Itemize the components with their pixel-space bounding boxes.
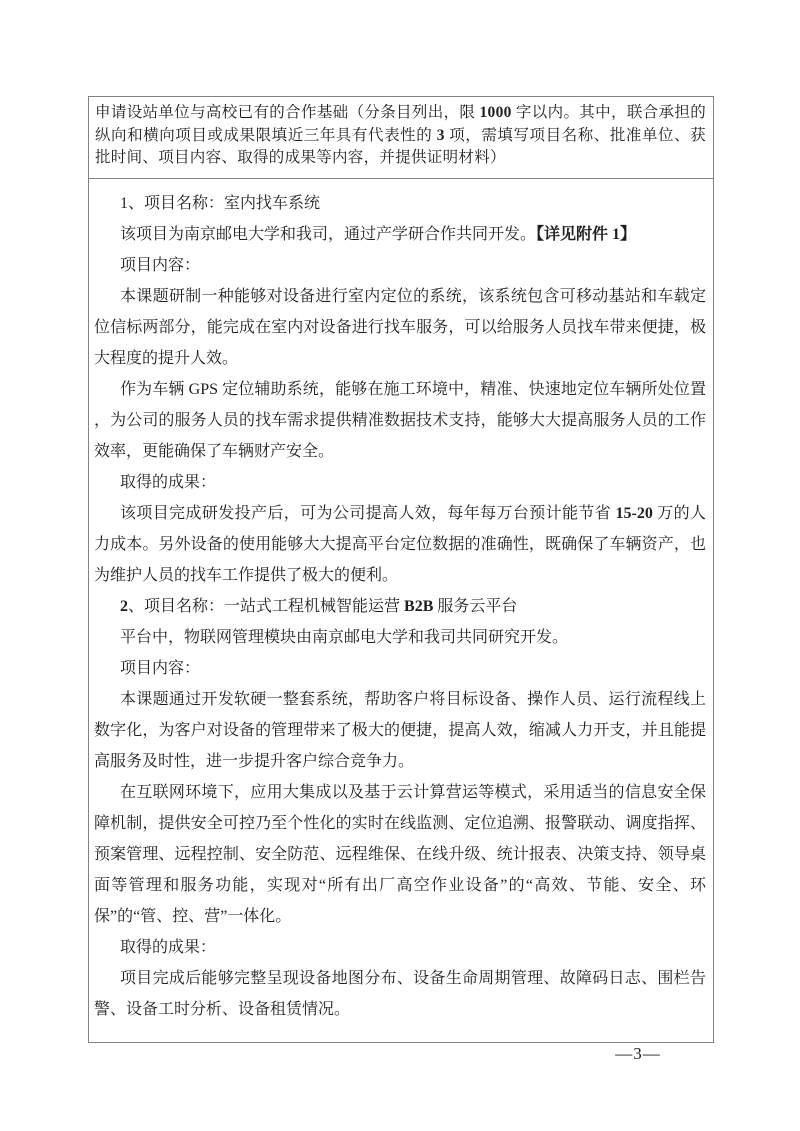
text-run: 字以内。其中，联合承担的纵向和横向项目或成果限填近三年具有代表性的 [95,104,706,144]
text-run: 项目完成后能够完整呈现设备地图分布、设备生命周期管理、故障码日志、围栏告警、设备工时分析、设备租赁情况。 [94,969,706,1018]
cooperation-basis-form-table [88,96,714,1043]
text-run: 服务云平台 [433,597,518,615]
paragraph [94,188,706,219]
paragraph [94,467,706,498]
bold-text-run: 2 [120,597,128,615]
text-run: 取得的成果： [120,938,217,956]
text-run: 申请设站单位与高校已有的合作基础（分条目列出，限 [95,104,480,121]
form-field-content [89,179,713,1042]
paragraph [94,219,706,250]
text-run: 万的人力成本。另外设备的使用能够大大提高平台定位数据的准确性，既确保了车辆资产，也为维护人员的找车工作提供了极大的便利。 [94,504,706,584]
text-run: 作为车辆 GPS 定位辅助系统，能够在施工环境中，精准、快速地定位车辆所处位置 ，为公司的服务人员的找车需求提供精准数据技术支持，能够大大提高服务人员的工作效率，更能确保了车辆财产安全。 [94,380,706,460]
text-run: 1、项目名称：室内找车系统 [120,194,321,212]
paragraph [94,684,706,777]
paragraph [94,653,706,684]
form-field-label-cooperation-basis [89,97,713,179]
text-run: 项目内容： [120,256,201,274]
text-run: 项，需填写项目名称、批准单位、获批时间、项目内容、取得的成果等内容，并提供证明材料） [95,126,706,166]
text-run: 、项目名称：一站式工程机械智能运营 [128,597,405,615]
page-number: —3— [615,1044,661,1063]
paragraph [94,777,706,932]
text-run: 取得的成果： [120,473,217,491]
bold-text-run: 【详见附件 1】 [536,225,637,243]
bold-text-run: 1000 [479,104,512,121]
text-run: 在互联网环境下，应用大集成以及基于云计算营运等模式，采用适当的信息安全保障机制，提供安全可控乃至个性化的实时在线监测、定位追溯、报警联动、调度指挥、预案管理、远程控制、安全防范、远程维保、在线升级、统计报表、决策支持、领导桌面等管理和服务功能，实现对“所有出厂高空作业设备”的“高效、节能、安全、环保”的“管、控、营”一体化。 [94,783,706,925]
paragraph [94,622,706,653]
bold-text-run: 3 [436,126,445,144]
paragraph [94,498,706,591]
paragraph [94,250,706,281]
bold-text-run: 15-20 [615,504,653,522]
text-run: 平台中，物联网管理模块由南京邮电大学和我司共同研究开发。 [120,628,569,646]
text-run: 本课题研制一种能够对设备进行室内定位的系统，该系统包含可移动基站和车载定位信标两部分，能完成在室内对设备进行找车服务，可以给服务人员找车带来便捷，极大程度的提升人效。 [94,287,706,367]
bold-text-run: B2B [404,597,434,615]
paragraph [94,591,706,622]
text-run: 该项目为南京邮电大学和我司，通过产学研合作共同开发。 [120,225,537,243]
paragraph [94,963,706,1025]
paragraph [94,932,706,963]
text-run: 项目内容： [120,659,201,677]
text-run: 该项目完成研发投产后，可为公司提高人效，每年每万台预计能节省 [120,504,616,522]
text-run: 本课题通过开发软硬一整套系统，帮助客户将目标设备、操作人员、运行流程线上数字化，为客户对设备的管理带来了极大的便捷，提高人效，缩减人力开支，并且能提高服务及时性，进一步提升客户综合竞争力。 [94,690,706,770]
paragraph [94,374,706,467]
paragraph [94,281,706,374]
